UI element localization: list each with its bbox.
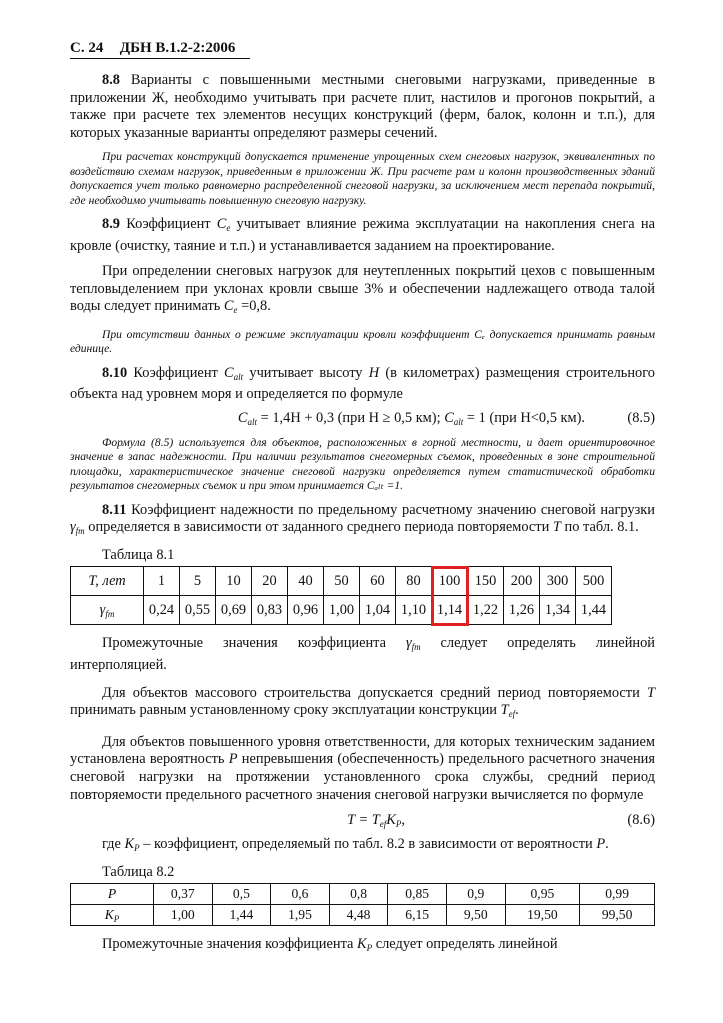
period-cell: 10 — [216, 567, 252, 596]
kp-cell: 1,00 — [154, 905, 213, 926]
row-label: T, лет — [71, 567, 144, 596]
coef-cell-highlighted: 1,14 — [432, 596, 468, 625]
subscript: alt — [233, 371, 244, 382]
prob-cell: 0,99 — [580, 884, 655, 905]
coef-cell: 1,34 — [540, 596, 576, 625]
table-row-probabilities — [71, 884, 655, 905]
clause-text: Варианты с повышенными местными снеговыми нагрузками, приведенные в приложении Ж, необходимо учитывать при расчете плит, настилов и прогонов покрытий, а также при расчете тех элементов несущих конструкций (ферм, балок, колонн и т.п.), для которых указанные варианты определяют размеры сечений. — [70, 72, 655, 141]
symbol: T — [500, 702, 509, 719]
kp-cell: 1,44 — [212, 905, 271, 926]
row-label — [71, 905, 154, 926]
clause-number: 8.9 — [102, 216, 120, 232]
symbol: T — [646, 684, 655, 701]
subscript: e — [226, 223, 231, 233]
coef-cell: 1,04 — [360, 596, 396, 625]
coef-cell: 0,55 — [180, 596, 216, 625]
clause-text: (в километрах) размещения строительного объекта над уровнем моря и определяется по формуле — [70, 364, 655, 403]
symbol: T — [552, 519, 561, 536]
prob-cell: 0,85 — [388, 884, 447, 905]
page-number: С. 24 — [70, 40, 104, 56]
symbol: K — [104, 906, 114, 922]
subscript: ef — [508, 709, 516, 720]
formula-text: = 1 (при H<0,5 км). — [463, 409, 585, 426]
coef-cell: 0,69 — [216, 596, 252, 625]
table-row-periods — [71, 567, 612, 596]
coef-cell: 0,96 — [288, 596, 324, 625]
kp-cell: 6,15 — [388, 905, 447, 926]
paragraph-text: следует определять линейной интерполяцией. — [70, 635, 655, 673]
paragraph-text: Для объектов массового строительства допускается средний период повторяемости — [102, 684, 647, 701]
row-label: P — [71, 884, 154, 905]
clause-text: Коэффициент — [133, 364, 225, 381]
period-cell: 500 — [576, 567, 612, 596]
paragraph-text: Промежуточные значения коэффициента — [102, 936, 358, 953]
clause-text: учитывает высоту — [243, 364, 369, 381]
symbol: H — [368, 364, 380, 381]
kp-cell: 19,50 — [505, 905, 580, 926]
coef-cell: 0,83 — [252, 596, 288, 625]
subscript: P — [395, 819, 402, 830]
table-8-1-caption: Таблица 8.1 — [102, 546, 175, 563]
period-cell: 5 — [180, 567, 216, 596]
formula-number: (8.5) — [627, 409, 655, 426]
prob-cell: 0,6 — [271, 884, 330, 905]
table-8-2 — [70, 883, 655, 926]
clause-text: учитывает влияние режима эксплуатации на накопления снега на кровле (очистку, таяние и т.п.) и устанавливается заданием на проектирование. — [70, 216, 655, 254]
period-cell: 300 — [540, 567, 576, 596]
period-cell: 200 — [504, 567, 540, 596]
symbol: C — [216, 216, 227, 232]
paragraph-8-8 — [70, 72, 655, 142]
punctuation: . — [605, 836, 609, 853]
paragraph-high-responsibility — [70, 734, 655, 804]
period-cell: 80 — [396, 567, 432, 596]
clause-text: по табл. 8.1. — [560, 519, 639, 536]
period-cell: 150 — [468, 567, 504, 596]
symbol: γ — [405, 635, 412, 652]
symbol: C — [223, 298, 234, 315]
period-cell: 1 — [144, 567, 180, 596]
paragraph-text: Для объектов повышенного уровня ответственности, для которых техническим заданием установлена вероятность — [70, 733, 655, 768]
table-row-kp — [71, 905, 655, 926]
symbol: C — [444, 409, 454, 426]
coef-cell: 0,24 — [144, 596, 180, 625]
clause-number: 8.10 — [102, 364, 128, 381]
table-row-coefficients — [71, 596, 612, 625]
paragraph-8-9 — [70, 216, 655, 255]
formula-8-5 — [70, 410, 655, 428]
period-cell: 20 — [252, 567, 288, 596]
prob-cell: 0,37 — [154, 884, 213, 905]
paragraph-kp — [70, 836, 655, 858]
coef-cell: 1,26 — [504, 596, 540, 625]
subscript: P — [113, 913, 120, 924]
paragraph-interpolation-1 — [70, 635, 655, 674]
symbol: C — [224, 364, 234, 381]
kp-cell: 99,50 — [580, 905, 655, 926]
subscript: alt — [453, 416, 464, 427]
formula-text: = 1,4H + 0,3 (при H ≥ 0,5 км); — [257, 409, 445, 426]
prob-cell: 0,95 — [505, 884, 580, 905]
prob-cell: 0,8 — [329, 884, 388, 905]
formula-text: T = T — [347, 812, 380, 829]
coef-cell: 1,44 — [576, 596, 612, 625]
table-8-1 — [70, 566, 612, 625]
paragraph-text: непревышения (обеспеченность) предельного расчетного значения снеговой нагрузки на протяжении установленного срока службы, средний период повторяемости предельного расчетного значения снеговой нагрузки вычисляется по формуле — [70, 751, 656, 803]
clause-text: определяется в зависимости от заданного среднего периода повторяемости — [84, 519, 553, 536]
prob-cell: 0,5 — [212, 884, 271, 905]
kp-cell: 1,95 — [271, 905, 330, 926]
paragraph-8-9b — [70, 263, 655, 320]
clause-number: 8.11 — [102, 501, 127, 518]
paragraph-text: При определении снеговых нагрузок для неутепленных покрытий цехов с повышенным тепловыделением при уклонах кровли свыше 3% и обеспечении надлежащего отвода талой воды следует принимать — [70, 263, 655, 315]
coef-cell: 1,22 — [468, 596, 504, 625]
symbol: γ — [99, 601, 106, 618]
note-8-9: При отсутствии данных о режиме эксплуатации кровли коэффициент Cₑ допускается принимать равным единице. — [70, 327, 655, 356]
clause-text: Коэффициент надежности по предельному расчетному значению снеговой нагрузки — [131, 501, 655, 518]
coef-cell: 1,10 — [396, 596, 432, 625]
table-8-2-caption: Таблица 8.2 — [102, 863, 175, 880]
formula-number: (8.6) — [627, 812, 655, 829]
symbol: K — [386, 812, 396, 829]
subscript: P — [366, 943, 373, 954]
subscript: e — [233, 305, 238, 316]
note-8-8: При расчетах конструкций допускается применение упрощенных схем снеговых нагрузок, эквивалентных по воздействию схемам нагрузок, приведенным в приложении Ж. При расчете рам и колонн производственных зданий допускается учет только равномерно распределенной снеговой нагрузки, за исключением мест перепада покрытий, где необходимо учитывать повышенную снеговую нагрузку. — [70, 150, 655, 207]
paragraph-text: Промежуточные значения коэффициента — [102, 635, 406, 652]
clause-number: 8.8 — [102, 72, 120, 88]
page-header — [70, 40, 250, 59]
formula-body — [347, 812, 405, 834]
formula-body — [238, 410, 585, 432]
period-cell: 60 — [360, 567, 396, 596]
kp-cell: 4,48 — [329, 905, 388, 926]
paragraph-text: – коэффициент, определяемый по табл. 8.2 в зависимости от вероятности — [139, 836, 597, 853]
paragraph-mass-construction — [70, 685, 655, 724]
paragraph-interpolation-2 — [70, 936, 655, 958]
value: =0,8. — [237, 298, 271, 315]
kp-cell: 9,50 — [446, 905, 505, 926]
symbol: K — [357, 936, 367, 953]
row-label — [71, 596, 144, 625]
prob-cell: 0,9 — [446, 884, 505, 905]
subscript: ef — [379, 819, 387, 830]
formula-8-6 — [70, 812, 655, 830]
symbol: γ — [70, 519, 76, 536]
subscript: fm — [411, 642, 421, 653]
symbol: C — [237, 409, 248, 426]
period-cell-highlighted: 100 — [432, 567, 468, 596]
period-cell: 40 — [288, 567, 324, 596]
paragraph-text: где — [102, 836, 125, 853]
note-8-10: Формула (8.5) используется для объектов, расположенных в горной местности, и дает ориентировочное значение в запас надежности. При наличии результатов снегомерных съемок, проведенных в зоне строительной площадки, характеристическое значение снеговой нагрузки определяется путем статистической обработки результатов снегомерных съемок и при этом принимается Cₐₗₜ =1. — [70, 435, 655, 493]
punctuation: . — [515, 702, 519, 719]
paragraph-8-11 — [70, 502, 655, 541]
subscript: fm — [105, 608, 115, 619]
subscript: P — [134, 843, 140, 854]
standard-code: ДБН В.1.2-2:2006 — [119, 40, 236, 56]
paragraph-text: принимать равным установленному сроку эксплуатации конструкции — [70, 702, 501, 719]
paragraph-text: следует определять линейной — [372, 936, 558, 953]
punctuation: , — [401, 812, 405, 829]
subscript: alt — [247, 416, 258, 427]
paragraph-8-10 — [70, 365, 655, 404]
document-body — [70, 72, 655, 958]
subscript: fm — [75, 526, 85, 537]
clause-text: Коэффициент — [126, 216, 217, 232]
period-cell: 50 — [324, 567, 360, 596]
coef-cell: 1,00 — [324, 596, 360, 625]
symbol: P — [228, 751, 238, 768]
symbol: K — [124, 836, 135, 853]
symbol: P — [596, 836, 606, 853]
